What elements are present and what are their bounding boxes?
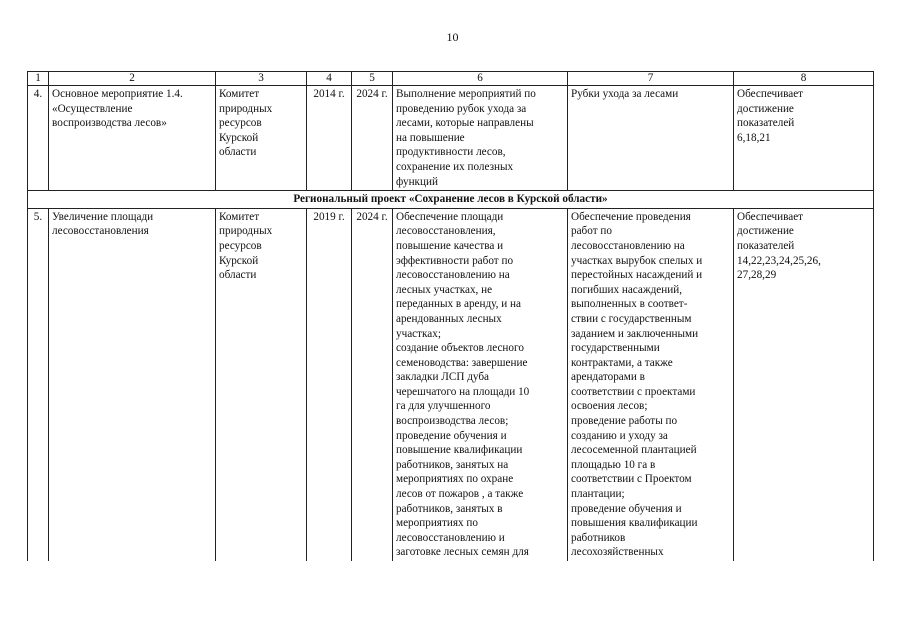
text-line: ресурсов	[219, 239, 262, 252]
text-line: достижение	[737, 102, 794, 115]
text-line: Рубки ухода за лесами	[571, 88, 679, 100]
text-line: участках вырубок спелых и	[571, 254, 703, 267]
header-cell: 5	[352, 72, 393, 86]
end-date-cell: 2024 г.	[352, 208, 393, 561]
event-name-cell	[49, 208, 216, 561]
table-header-row	[28, 72, 874, 86]
indicator-link-cell	[734, 86, 874, 191]
row-number: 4.	[28, 86, 49, 191]
text-line: повышение качества и	[396, 239, 504, 252]
text-line: «Осуществление	[52, 102, 133, 115]
text-line: продуктивности лесов,	[396, 146, 506, 159]
page-number: 10	[446, 30, 459, 44]
text-line: проведению рубок ухода за	[396, 102, 527, 115]
text-line: показателей	[737, 117, 795, 130]
text-line: на повышение	[396, 131, 465, 144]
text-line: природных	[219, 225, 273, 238]
text-line: Основное мероприятие 1.4.	[52, 88, 183, 100]
text-line: перестойных насаждений и	[571, 269, 703, 282]
text-line: лесных участках, не	[396, 283, 493, 296]
text-line: заданием и заключенными	[571, 327, 699, 340]
start-date-cell: 2014 г.	[307, 86, 352, 191]
text-line: 27,28,29	[737, 269, 777, 282]
text-line: площадью 10 га в	[571, 458, 656, 471]
text-line: работ по	[571, 225, 612, 238]
text-line: лесохозяйственных	[571, 546, 664, 559]
text-line: освоения лесов;	[571, 400, 648, 413]
text-line: Увеличение площади	[52, 210, 154, 223]
text-line: га для улучшенного	[396, 400, 491, 413]
text-line: лесовосстановлению и	[396, 531, 505, 544]
header-cell: 8	[734, 72, 874, 86]
text-line: арендаторами в	[571, 371, 645, 384]
text-line: работников, занятых в	[396, 502, 503, 515]
text-line: работников, занятых на	[396, 458, 509, 471]
section-row	[28, 191, 874, 209]
result-cell	[568, 86, 734, 191]
text-line: проведение обучения и	[571, 502, 682, 515]
content-cell	[393, 208, 568, 561]
text-line: соответствии с проектами	[571, 385, 696, 398]
header-cell: 1	[28, 72, 49, 86]
text-line: Комитет	[219, 210, 260, 223]
text-line: Обеспечивает	[737, 210, 804, 223]
executor-cell	[216, 86, 307, 191]
text-line: Обеспечивает	[737, 88, 804, 100]
text-line: проведение работы по	[571, 415, 678, 428]
text-line: ствии с государственным	[571, 312, 692, 325]
table-row	[28, 208, 874, 561]
header-cell: 3	[216, 72, 307, 86]
text-line: мероприятиях по охране	[396, 473, 514, 486]
text-line: 6,18,21	[737, 131, 771, 144]
text-line: лесовосстановлению на	[571, 239, 685, 252]
text-line: создание объектов лесного	[396, 342, 524, 355]
text-line: Курской	[219, 254, 259, 267]
text-line: повышение квалификации	[396, 444, 523, 457]
header-cell: 7	[568, 72, 734, 86]
text-line: Выполнение мероприятий по	[396, 88, 536, 100]
text-line: природных	[219, 102, 273, 115]
text-line: функций	[396, 175, 438, 188]
text-line: 14,22,23,24,25,26,	[737, 254, 821, 267]
text-line: семеноводства: завершение	[396, 356, 528, 369]
header-cell: 4	[307, 72, 352, 86]
content-cell	[393, 86, 568, 191]
text-line: работников	[571, 531, 626, 544]
text-line: воспроизводства лесов;	[396, 415, 509, 428]
section-title: Региональный проект «Сохранение лесов в Курской области»	[28, 191, 874, 209]
text-line: проведение обучения и	[396, 429, 507, 442]
text-line: заготовке лесных семян для	[396, 546, 529, 559]
text-line: плантации;	[571, 488, 625, 501]
result-cell	[568, 208, 734, 561]
text-line: области	[219, 146, 257, 159]
text-line: выполненных в соответ-	[571, 298, 688, 311]
start-date-cell: 2019 г.	[307, 208, 352, 561]
text-line: лесов от пожаров , а также	[396, 488, 524, 501]
text-line: Обеспечение площади	[396, 210, 504, 223]
text-line: переданных в аренду, и на	[396, 298, 521, 311]
text-line: ресурсов	[219, 117, 262, 130]
text-line: Комитет	[219, 88, 260, 100]
text-line: государственными	[571, 342, 660, 355]
end-date-cell: 2024 г.	[352, 86, 393, 191]
header-cell: 2	[49, 72, 216, 86]
header-cell: 6	[393, 72, 568, 86]
text-line: эффективности работ по	[396, 254, 514, 267]
text-line: лесовосстановления,	[396, 225, 496, 238]
text-line: созданию и уходу за	[571, 429, 668, 442]
text-line: Обеспечение проведения	[571, 210, 691, 223]
text-line: воспроизводства лесов»	[52, 117, 167, 130]
text-line: сохранение их полезных	[396, 160, 514, 173]
text-line: погибших насаждений,	[571, 283, 683, 296]
text-line: контрактами, а также	[571, 356, 673, 369]
event-name-cell	[49, 86, 216, 191]
text-line: мероприятиях по	[396, 517, 478, 530]
executor-cell	[216, 208, 307, 561]
text-line: лесовосстановления	[52, 225, 149, 238]
text-line: арендованных лесных	[396, 312, 502, 325]
text-line: лесовосстановлению на	[396, 269, 510, 282]
text-line: участках;	[396, 327, 441, 340]
table-row	[28, 86, 874, 191]
text-line: закладки ЛСП дуба	[396, 371, 490, 384]
program-table	[27, 71, 874, 561]
row-number: 5.	[28, 208, 49, 561]
text-line: лесами, которые направлены	[396, 117, 534, 130]
text-line: соответствии с Проектом	[571, 473, 692, 486]
indicator-link-cell	[734, 208, 874, 561]
text-line: показателей	[737, 239, 795, 252]
text-line: области	[219, 269, 257, 282]
text-line: достижение	[737, 225, 794, 238]
text-line: лесосеменной плантацией	[571, 444, 697, 457]
text-line: Курской	[219, 131, 259, 144]
text-line: черешчатого на площади 10	[396, 385, 530, 398]
text-line: повышения квалификации	[571, 517, 698, 530]
